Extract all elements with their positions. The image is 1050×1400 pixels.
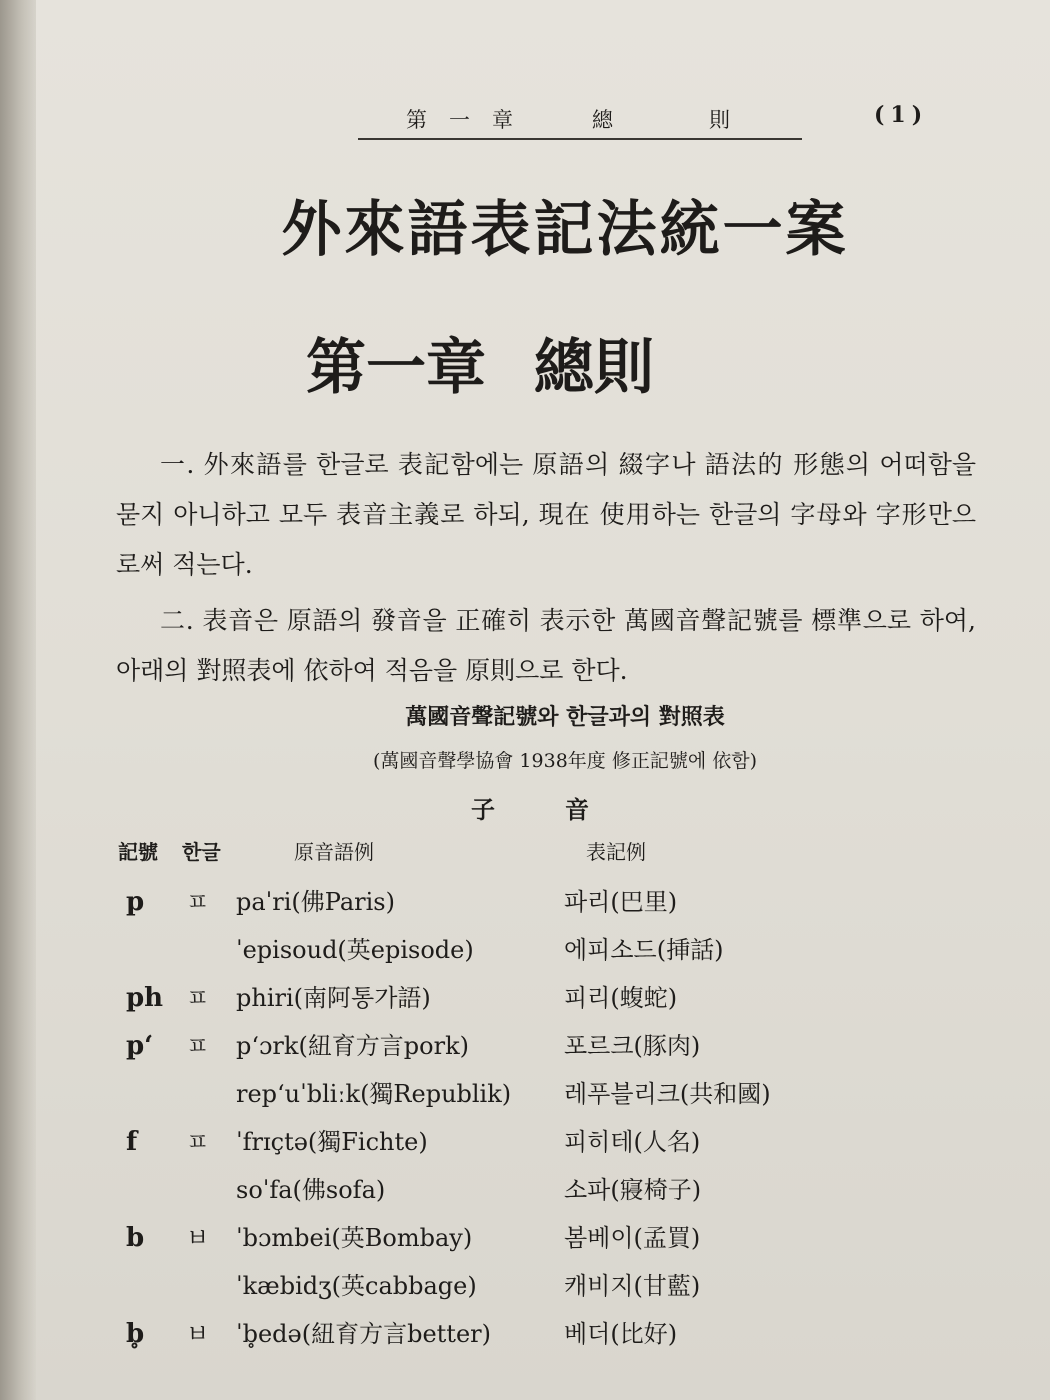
main-title: 外來語表記法統一案 [281, 195, 849, 265]
row-hangul: ㅍ [186, 984, 210, 1012]
chapter-title-number: 第一章 [306, 333, 486, 403]
row-transcription: 레푸블리크(共和國) [564, 1080, 771, 1108]
table-row [36, 1118, 1050, 1166]
table-rows [36, 878, 1050, 1358]
row-transcription: 파리(巴里) [564, 888, 678, 916]
table-row [36, 1214, 1050, 1262]
row-transcription: 소파(寢椅子) [564, 1176, 702, 1204]
paragraph-one: 一. 外來語를 한글로 表記함에는 原語의 綴字나 語法的 形態의 어떠함을 묻지 아니하고 모두 表音主義로 하되, 現在 使用하는 한글의 字母와 字形만으로써 적는다. [116, 450, 976, 579]
table-row [36, 926, 1050, 974]
table-row [36, 1022, 1050, 1070]
paragraph-two: 二. 表音은 原語의 發音을 正確히 表示한 萬國音聲記號를 標準으로 하여, 아래의 對照表에 依하여 적음을 原則으로 한다. [116, 606, 976, 685]
table-row [36, 1070, 1050, 1118]
table-title: 萬國音聲記號와 한글과의 對照表 [405, 704, 725, 730]
row-hangul: ㅂ [186, 1320, 210, 1348]
row-symbol: b [126, 1223, 145, 1253]
row-example: ˈb̥edə(紐育方言better) [236, 1320, 491, 1348]
column-header-original-example: 原音語例 [294, 840, 374, 864]
row-symbol: b̥ [126, 1319, 145, 1349]
row-transcription: 캐비지(甘藍) [564, 1272, 701, 1300]
row-symbol: f [126, 1127, 138, 1157]
row-example: paˈri(佛Paris) [236, 888, 395, 916]
book-gutter-shadow [0, 0, 40, 1400]
row-symbol: p‘ [126, 1031, 154, 1061]
running-header-section: 總則 [592, 108, 826, 132]
chapter-title [306, 326, 654, 410]
row-symbol: p [126, 887, 145, 917]
row-symbol: ph [126, 983, 164, 1013]
row-example: soˈfa(佛sofa) [236, 1176, 386, 1204]
row-hangul: ㅍ [186, 1128, 210, 1156]
row-hangul: ㅂ [186, 1224, 210, 1252]
column-header-transcription-example: 表記例 [586, 840, 646, 864]
book-page [36, 0, 1050, 1400]
row-transcription: 포르크(豚肉) [564, 1032, 701, 1060]
table-row [36, 1310, 1050, 1358]
section-label-consonants: 子音 [471, 795, 659, 824]
page-number: (1) [874, 102, 929, 128]
row-transcription: 피리(蝮蛇) [564, 984, 678, 1012]
header-rule [358, 138, 802, 140]
running-header [322, 98, 982, 142]
row-transcription: 봄베이(孟買) [564, 1224, 701, 1252]
table-row [36, 878, 1050, 926]
row-example: p‘ɔrk(紐育方言pork) [236, 1032, 470, 1060]
row-example: ˈepisoud(英episode) [236, 936, 474, 964]
column-header-symbol: 記號 [118, 840, 158, 864]
row-example: rep‘uˈbliːk(獨Republik) [236, 1080, 512, 1108]
row-transcription: 에피소드(挿話) [564, 936, 724, 964]
row-example: phiri(南阿통가語) [236, 984, 431, 1012]
chapter-title-name: 總則 [534, 333, 654, 403]
row-example: ˈfrɪçtə(獨Fichte) [236, 1128, 428, 1156]
row-transcription: 베더(比好) [564, 1320, 678, 1348]
row-hangul: ㅍ [186, 888, 210, 916]
table-row [36, 974, 1050, 1022]
table-row [36, 1262, 1050, 1310]
row-example: ˈkæbidʒ(英cabbage) [236, 1272, 477, 1300]
running-header-chapter: 第一章 [406, 108, 535, 132]
table-row [36, 1166, 1050, 1214]
column-header-hangul: 한글 [182, 840, 221, 864]
row-transcription: 피히테(人名) [564, 1128, 701, 1156]
row-example: ˈbɔmbei(英Bombay) [236, 1224, 473, 1252]
table-subtitle: (萬國音聲學協會 1938年度 修正記號에 依함) [372, 750, 757, 772]
row-hangul: ㅍ [186, 1032, 210, 1060]
